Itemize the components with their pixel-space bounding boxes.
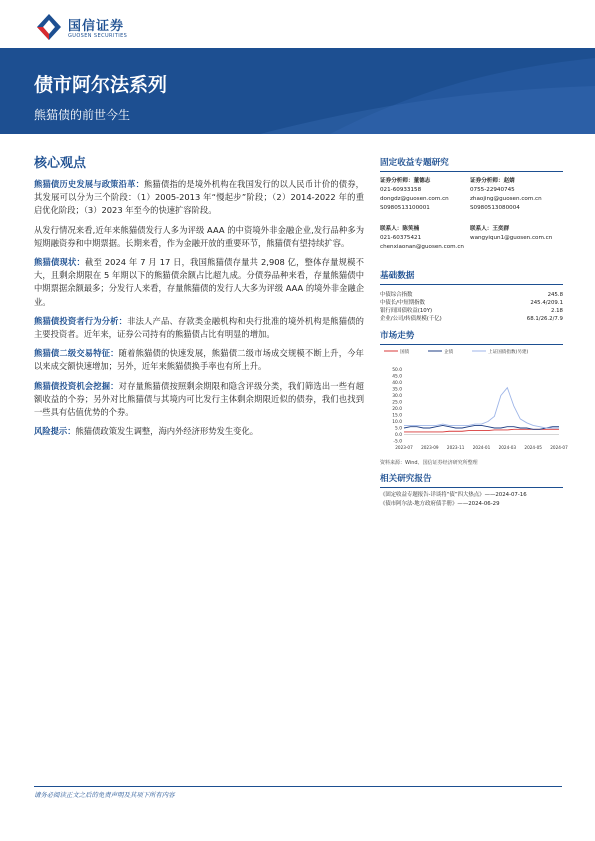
core-paragraph bbox=[34, 256, 364, 309]
paragraph-text: 从发行情况来看,近年来熊猫债发行人多为评级 AAA 的中资境外非金融企业,发行品种多为短期融资券和中期票据。长期来看，作为金融开放的重要环节，熊猫债有望持续扩容。 bbox=[34, 224, 364, 248]
related-report-title: 《债市阿尔法-地方政府债手册》 bbox=[380, 500, 458, 507]
y-tick-label: 40.0 bbox=[392, 381, 402, 386]
row-value: 2.18 bbox=[550, 308, 563, 314]
analyst-role: 证券分析师： bbox=[380, 178, 414, 184]
series-title: 债市阿尔法系列 bbox=[34, 74, 168, 96]
legend-label: 上证国债指数(另建) bbox=[488, 350, 529, 355]
basic-data-table bbox=[380, 291, 563, 323]
legend-label: 国债 bbox=[400, 350, 410, 355]
logo-name-cn: 国信证券 bbox=[68, 19, 125, 34]
paragraph-keyword: 熊猫债投资者行为分析： bbox=[34, 315, 128, 326]
contact-card bbox=[380, 225, 464, 252]
basic-data-heading: 基础数据 bbox=[380, 269, 563, 285]
analyst-card bbox=[470, 177, 542, 213]
analyst-phone: 0755-22940745 bbox=[470, 187, 515, 193]
paragraph-text: 截至 2024 年 7 月 17 日，我国熊猫债存量共 2,908 亿，整体存量规模不大，且剩余期限在 5 年期以下的熊猫债余额占比超九成。分债券品种来看，存量熊猫债中中期票据余额最多；分发行人来看，存量熊猫债的发行人大多为评级 AAA 的境外非金融企业。 bbox=[34, 257, 364, 307]
row-value: 245.4/209.1 bbox=[530, 300, 563, 306]
report-title: 熊猫债的前世今生 bbox=[34, 108, 131, 122]
analyst-block bbox=[380, 177, 563, 269]
y-tick-label: 25.0 bbox=[392, 400, 402, 406]
report-type-heading: 固定收益专题研究 bbox=[380, 156, 563, 172]
guosen-logo-icon bbox=[34, 12, 64, 42]
series-line bbox=[404, 388, 559, 428]
x-tick-label: 2024-07 bbox=[550, 445, 568, 450]
paragraph-keyword: 熊猫债历史发展与政策沿革： bbox=[34, 179, 145, 189]
paragraph-keyword: 熊猫债投资机会挖掘： bbox=[34, 380, 119, 391]
y-tick-label: 20.0 bbox=[392, 407, 402, 412]
core-views-heading: 核心观点 bbox=[34, 156, 87, 171]
x-tick-label: 2023-09 bbox=[421, 445, 439, 450]
y-tick-label: 5.0 bbox=[395, 426, 402, 432]
sidebar bbox=[380, 156, 568, 508]
contact-email[interactable]: chenxiaonan@guosen.com.cn bbox=[380, 244, 464, 250]
contact-card bbox=[470, 225, 552, 243]
table-row bbox=[380, 291, 563, 299]
related-report-date: ——2024-06-29 bbox=[457, 500, 500, 507]
analyst-card bbox=[380, 177, 449, 213]
y-tick-label: 30.0 bbox=[392, 394, 402, 399]
x-tick-label: 2023-07 bbox=[395, 445, 413, 450]
market-trend bbox=[380, 329, 568, 466]
legend-label: 企债 bbox=[444, 350, 454, 355]
analyst-phone: 021-60933158 bbox=[380, 187, 422, 193]
y-tick-label: 45.0 bbox=[392, 374, 402, 380]
row-label: 中债长/中短期指数 bbox=[380, 300, 425, 306]
contact-email[interactable]: wangyiqun1@guosen.com.cn bbox=[470, 235, 553, 241]
row-value: 245.8 bbox=[547, 292, 563, 298]
paragraph-text: 非法人产品、存款类金融机构和央行批准的境外机构是熊猫债的主要投资者。近年来，证券公司持有的熊猫债占比有明显的增加。 bbox=[34, 315, 364, 340]
y-tick-label: 0.0 bbox=[395, 433, 402, 438]
analyst-name: 赵婧 bbox=[503, 178, 515, 184]
paragraph-text: 熊猫债政策发生调整，海内外经济形势发生变化。 bbox=[75, 426, 259, 437]
paragraph-text: 对存量熊猫债按照剩余期限和隐含评级分类，我们筛选出一些有超额收益的个券；另外对比熊猫债与其境内可比发行主体剩余期限近似的债券，我们也找到一些具有估值优势的个券。 bbox=[34, 380, 364, 418]
paragraph-text: 随着熊猫债的快速发展，熊猫债二级市场成交规模不断上升，今年以来成交额快速增加；另外，近年来熊猫债换手率也有所上升。 bbox=[34, 348, 364, 372]
analyst-cert: S0980513100001 bbox=[380, 205, 430, 211]
core-paragraph bbox=[34, 425, 364, 438]
related-report-date: ——2024-07-16 bbox=[484, 492, 527, 498]
row-value: 68.1/26.2/7.9 bbox=[526, 316, 563, 322]
paragraph-keyword: 风险提示： bbox=[34, 426, 76, 437]
row-label: 银行间国债收益(10Y) bbox=[380, 308, 433, 314]
core-paragraph bbox=[34, 347, 364, 373]
logo-name-en: GUOSEN SECURITIES bbox=[68, 33, 128, 39]
analyst-email[interactable]: dongdz@guosen.com.cn bbox=[380, 196, 449, 202]
y-tick-label: 50.0 bbox=[392, 368, 402, 373]
core-paragraph bbox=[34, 380, 364, 420]
core-paragraph bbox=[34, 178, 364, 218]
contact-phone: 021-60375421 bbox=[380, 235, 422, 241]
analyst-name: 董德志 bbox=[413, 178, 431, 184]
x-tick-label: 2024-05 bbox=[524, 445, 542, 450]
guosen-logo bbox=[34, 12, 146, 44]
core-views bbox=[34, 152, 364, 444]
contact-name: 王奕群 bbox=[492, 226, 510, 232]
table-row bbox=[380, 315, 563, 323]
core-paragraph bbox=[34, 315, 364, 341]
paragraph-text: 熊猫债指的是境外机构在我国发行的以人民币计价的债券，其发展可以分为三个阶段：（1）2005-2013 年“慢起步”阶段；（2）2014-2022 年的重启优化阶段；（3）2023 年至今的快速扩容阶段。 bbox=[34, 179, 364, 216]
market-trend-heading: 市场走势 bbox=[380, 329, 563, 345]
market-trend-chart bbox=[380, 345, 568, 453]
x-tick-label: 2023-11 bbox=[446, 445, 465, 450]
core-paragraph bbox=[34, 224, 364, 250]
y-tick-label: 35.0 bbox=[392, 387, 402, 393]
footer-divider bbox=[34, 786, 562, 787]
y-tick-label: 10.0 bbox=[392, 420, 402, 425]
paragraph-keyword: 熊猫债二级交易特征： bbox=[34, 348, 119, 359]
row-label: 中债综合指数 bbox=[380, 292, 413, 298]
related-report-title: 《固定收益专题报告-详谈将“债”四大热点》 bbox=[380, 492, 485, 498]
paragraph-keyword: 熊猫债现状： bbox=[34, 257, 86, 268]
related-report-link[interactable] bbox=[380, 500, 563, 509]
related-report-link[interactable] bbox=[380, 491, 563, 500]
table-row bbox=[380, 307, 563, 315]
related-research bbox=[380, 472, 563, 508]
y-tick-label: -5.0 bbox=[393, 439, 402, 445]
y-tick-label: 15.0 bbox=[392, 413, 402, 419]
analyst-role: 证券分析师： bbox=[470, 178, 504, 184]
contact-role: 联系人： bbox=[380, 226, 403, 232]
contact-role: 联系人： bbox=[470, 226, 493, 232]
analyst-cert: S0980513080004 bbox=[470, 205, 520, 211]
x-tick-label: 2024-03 bbox=[498, 445, 517, 450]
contact-name: 陈笑楠 bbox=[402, 226, 420, 232]
row-label: 企业/公司/转债规模(千亿) bbox=[380, 316, 442, 322]
related-research-heading: 相关研究报告 bbox=[380, 472, 563, 488]
chart-source: 资料来源：Wind、国信证券经济研究所整理 bbox=[380, 460, 478, 466]
table-row bbox=[380, 299, 563, 307]
analyst-email[interactable]: zhaojing@guosen.com.cn bbox=[470, 196, 542, 202]
x-tick-label: 2024-01 bbox=[472, 445, 491, 450]
title-banner bbox=[0, 48, 595, 134]
footer-disclaimer: 请务必阅读正文之后的免责声明及其项下所有内容 bbox=[34, 791, 175, 799]
